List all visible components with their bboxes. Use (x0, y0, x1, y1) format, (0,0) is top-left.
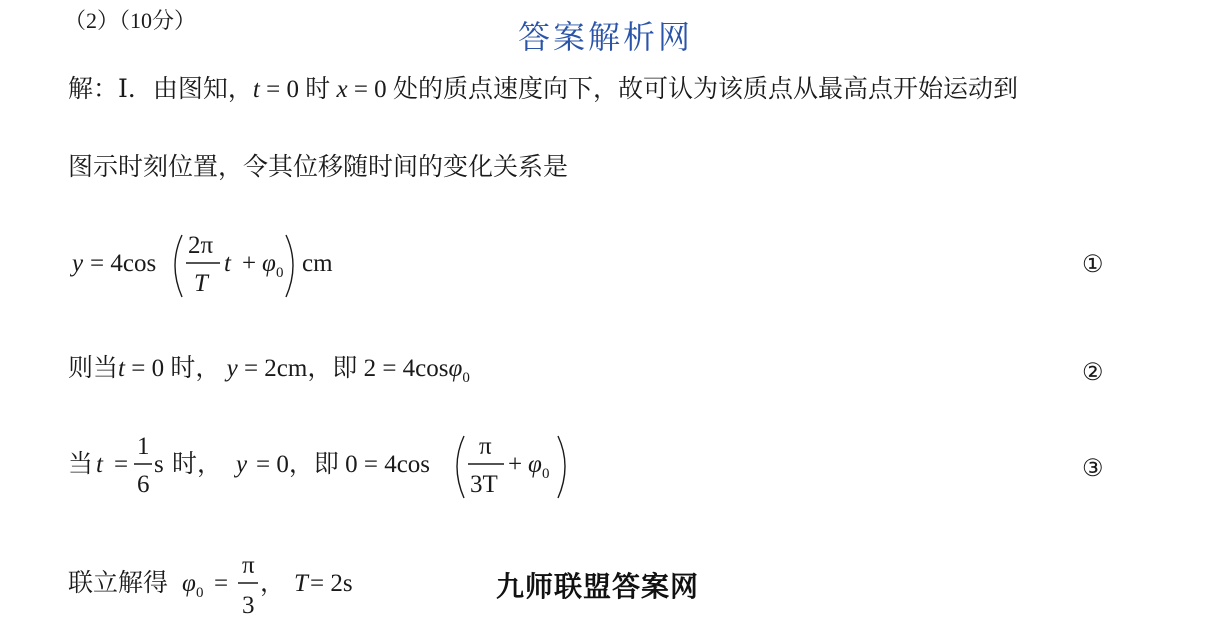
plus-sign: + (508, 451, 523, 478)
equation-marker-1: ① (1082, 252, 1104, 278)
comma: ， (260, 570, 286, 597)
frac-denominator: T (194, 270, 208, 297)
var-phi: φ (528, 451, 542, 478)
conclusion-text: 联立解得 (68, 570, 169, 597)
paren-right (286, 235, 293, 297)
when-text: 当 (68, 451, 94, 478)
equation-2 (68, 356, 470, 386)
var-phi: φ (262, 250, 276, 277)
watermark-top: 答案解析网 (518, 18, 694, 56)
eq-text: = 0 时， (124, 355, 221, 382)
then-text: 则当 (68, 355, 119, 382)
shi-text: 时 (298, 76, 337, 103)
var-t: t (96, 451, 103, 478)
solution-line-1 (68, 77, 1018, 102)
var-y: y (72, 250, 84, 277)
subscript-0: 0 (462, 370, 470, 386)
eq-text: = 0 (347, 76, 387, 103)
var-t: t (224, 250, 231, 277)
var-y: y (226, 355, 238, 382)
frac-denominator: 6 (137, 471, 150, 498)
var-y: y (236, 451, 248, 478)
shi-text: 时， (172, 451, 223, 478)
frac-numerator: π (242, 552, 255, 579)
desc-text: 处的质点速度向下，故可认为该质点从最高点开始运动到 (386, 76, 1018, 103)
equation-3 (64, 426, 604, 506)
equation-marker-2: ② (1082, 360, 1104, 386)
eq-4cos: = 4cos (90, 250, 157, 277)
frac-numerator: 1 (137, 433, 150, 460)
unit-cm: cm (302, 250, 333, 277)
conclusion-equation (64, 545, 394, 625)
var-phi: φ (182, 570, 196, 597)
eq-text: = 2cm，即 2 = 4cos (237, 355, 449, 382)
eq-sign: = (114, 451, 129, 478)
question-header: （2）（10分） (64, 8, 197, 33)
var-T: T (294, 570, 308, 597)
frac-numerator: π (479, 433, 492, 460)
equation-1 (64, 225, 364, 305)
frac-denominator: 3 (242, 592, 255, 619)
paren-left (457, 436, 464, 498)
var-t: t (118, 355, 125, 382)
result-text: = 2s (310, 570, 353, 597)
eq-sign: = (214, 570, 229, 597)
intro-text: 解：Ⅰ．由图知， (68, 76, 253, 103)
watermark-bottom: 九师联盟答案网 (496, 570, 700, 603)
var-x: x (336, 76, 348, 103)
solution-line-2: 图示时刻位置，令其位移随时间的变化关系是 (68, 154, 569, 181)
plus-sign: + (242, 250, 257, 277)
subscript-0: 0 (276, 265, 284, 281)
eq-text: = 0 (259, 76, 299, 103)
frac-denominator: 3T (470, 471, 498, 498)
var-phi: φ (448, 355, 463, 382)
paren-left (175, 235, 182, 297)
frac-numerator: 2π (188, 232, 214, 259)
var-t: t (252, 76, 260, 103)
unit-s: s (154, 451, 164, 478)
eq-4cos: = 0，即 0 = 4cos (256, 451, 431, 478)
equation-marker-3: ③ (1082, 456, 1104, 482)
paren-right (558, 436, 565, 498)
subscript-0: 0 (196, 585, 204, 601)
subscript-0: 0 (542, 466, 550, 482)
